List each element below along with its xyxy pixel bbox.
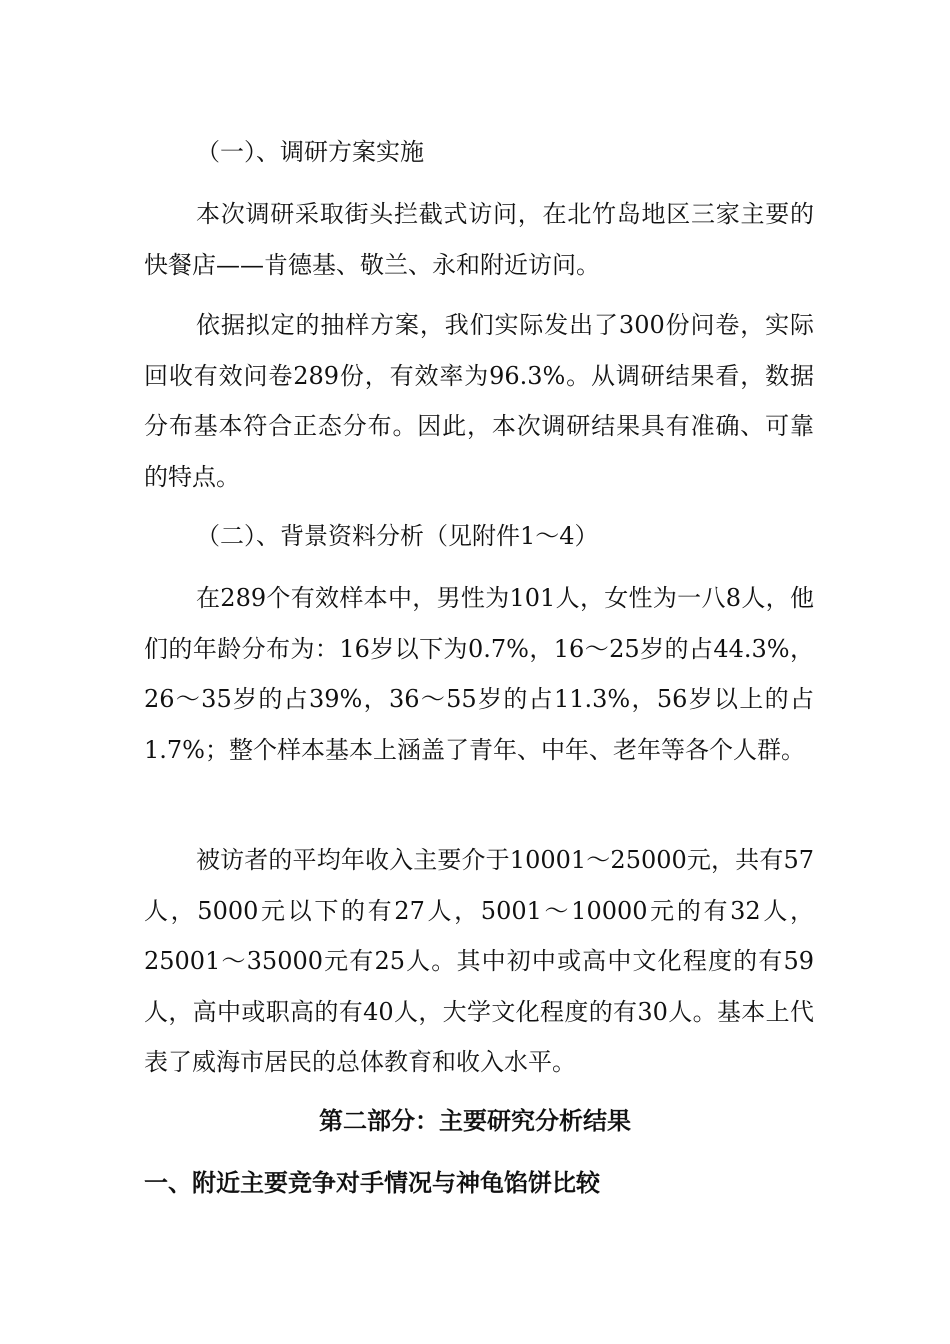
paragraph-sampling-results: 依据拟定的抽样方案，我们实际发出了300份问卷，实际回收有效问卷289份，有效率为96.3%。从调研结果看，数据分布基本符合正态分布。因此，本次调研结果具有准确、可靠的特点。 xyxy=(144,311,814,491)
paragraph-survey-method: 本次调研采取街头拦截式访问，在北竹岛地区三家主要的快餐店——肯德基、敬兰、永和附近访问。 xyxy=(144,200,814,279)
subheading-competitor-comparison: 一、附近主要竞争对手情况与神龟馅饼比较 xyxy=(144,1169,600,1197)
section-heading-background: （二）、背景资料分析（见附件1～4） xyxy=(196,522,599,550)
paragraph-income-education: 被访者的平均年收入主要介于10001～25000元，共有57人，5000元以下的有27人，5001～10000元的有32人，25001～35000元有25人。其中初中或高中文化程度的有59人，高中或职高的有40人，大学文化程度的有30人。基本上代表了威海市居民的总体教育和收入水平。 xyxy=(144,846,814,1076)
part-title: 第二部分：主要研究分析结果 xyxy=(319,1107,631,1135)
section-heading-implementation: （一）、调研方案实施 xyxy=(196,138,424,166)
paragraph-sample-demographics: 在289个有效样本中，男性为101人，女性为一八8人，他们的年龄分布为：16岁以下为0.7%，16～25岁的占44.3%，26～35岁的占39%，36～55岁的占11.3%，56岁以上的占1.7%；整个样本基本上涵盖了青年、中年、老年等各个人群。 xyxy=(144,584,814,764)
